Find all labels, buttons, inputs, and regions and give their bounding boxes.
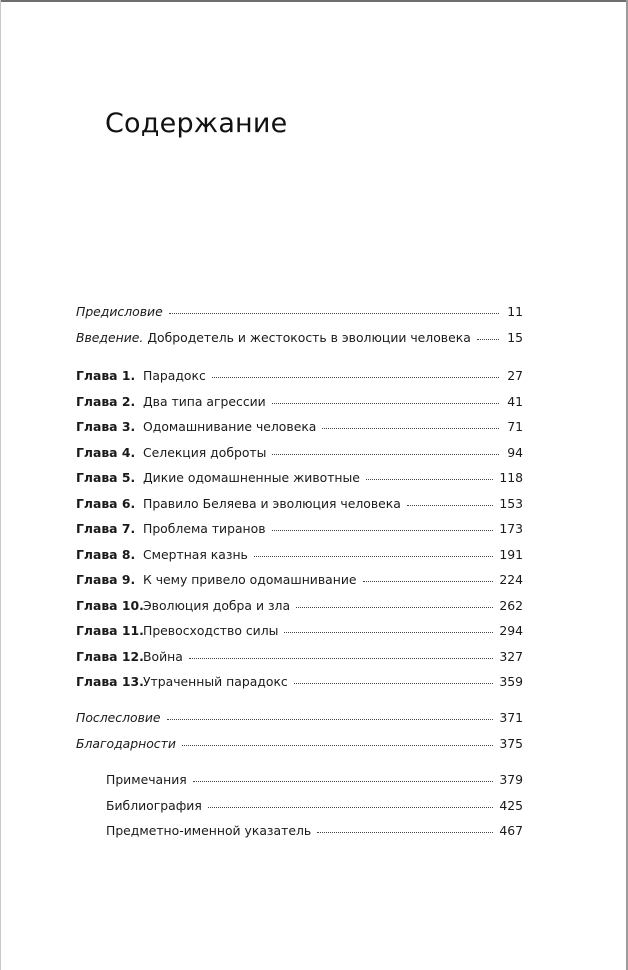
chapter-number: Глава 5. [76,470,136,485]
chapter-number: Глава 11. [76,623,144,638]
dot-leader [169,313,499,314]
toc-entry-label: Предисловие [76,304,163,319]
chapter-number: Глава 3. [76,419,136,434]
chapter-title: Утраченный парадокс [143,674,288,689]
toc-chapter-8[interactable] [76,545,523,565]
toc-chapter-6[interactable] [76,494,523,514]
chapter-number: Глава 10. [76,597,144,613]
toc-entry-prefix: Введение. [76,330,144,345]
toc-entry-label: Добродетель и жестокость в эволюции человека [147,330,471,345]
toc-entry-afterword[interactable] [76,708,523,728]
chapter-number: Глава 2. [76,393,136,409]
chapter-title: Превосходство силы [143,623,279,638]
toc-page-number: 11 [507,304,523,319]
dot-leader [193,781,494,782]
toc-entry-notes[interactable] [106,770,523,790]
dot-leader [284,632,493,633]
toc-page-number: 224 [499,572,523,587]
dot-leader [254,556,493,557]
dot-leader [189,658,494,659]
toc-chapter-11[interactable] [76,621,523,641]
dot-leader [208,807,494,808]
toc-page-number: 41 [507,393,523,409]
chapter-title: Эволюция добра и зла [143,597,291,613]
toc-entry-label: Примечания [106,772,187,787]
toc-page-number: 379 [499,772,523,787]
toc-entry-acknowledgements[interactable] [76,734,523,754]
chapter-title: Два типа агрессии [143,393,266,409]
chapter-number: Глава 4. [76,444,136,460]
chapter-title: Война [143,648,183,664]
chapter-title: К чему привело одомашнивание [143,572,357,587]
chapter-title: Проблема тиранов [143,521,266,536]
chapter-number: Глава 13. [76,674,144,689]
toc-page-number: 375 [499,736,523,751]
toc-page-number: 371 [499,710,523,725]
toc-entry-preface[interactable] [76,302,523,322]
chapter-title: Селекция доброты [143,444,267,460]
dot-leader [294,683,494,684]
chapter-number: Глава 9. [76,572,136,587]
chapter-number: Глава 12. [76,648,144,664]
toc-page-number: 191 [499,546,523,562]
dot-leader [477,339,499,340]
chapter-title: Смертная казнь [143,546,248,562]
toc-chapter-4[interactable] [76,443,523,463]
toc-page-number: 173 [499,521,523,536]
toc-chapter-9[interactable] [76,570,523,590]
toc-entry-bibliography[interactable] [106,796,523,816]
page-frame-left [0,0,1,970]
chapter-title: Парадокс [143,368,206,383]
toc-chapter-13[interactable] [76,672,523,692]
dot-leader [272,403,499,404]
toc-chapter-5[interactable] [76,468,523,488]
chapter-number: Глава 6. [76,495,136,511]
toc-chapter-2[interactable] [76,392,523,412]
toc-page-number: 71 [507,419,523,434]
dot-leader [366,479,493,480]
toc-page-number: 467 [499,823,523,838]
toc-entry-introduction[interactable] [76,328,523,348]
toc-entry-label: Благодарности [76,736,176,751]
toc-page-number: 425 [499,797,523,813]
dot-leader [182,745,493,746]
dot-leader [272,530,494,531]
toc-page-number: 118 [499,470,523,485]
toc-entry-label: Послесловие [76,710,161,725]
toc-entry-label: Предметно-именной указатель [106,823,312,838]
chapter-title: Дикие одомашненные животные [143,470,360,485]
toc-chapter-1[interactable] [76,366,523,386]
dot-leader [363,581,494,582]
dot-leader [272,454,499,455]
toc-page-number: 327 [499,648,523,664]
chapter-title: Одомашнивание человека [143,419,317,434]
toc-page-number: 153 [499,495,523,511]
chapter-title: Правило Беляева и эволюция человека [143,495,401,511]
dot-leader [317,832,493,833]
chapter-number: Глава 1. [76,368,136,383]
toc-page-number: 15 [507,330,523,345]
toc-chapter-10[interactable] [76,596,523,616]
toc-page-number: 27 [507,368,523,383]
dot-leader [407,505,493,506]
toc-page-number: 294 [499,623,523,638]
toc-chapter-3[interactable] [76,417,523,437]
page-title: Содержание [105,108,288,139]
toc-chapter-7[interactable] [76,519,523,539]
toc-page-number: 359 [499,674,523,689]
dot-leader [212,377,499,378]
page-frame-top [0,0,628,2]
dot-leader [322,428,499,429]
chapter-number: Глава 8. [76,546,136,562]
toc-page-number: 94 [507,444,523,460]
toc-entry-label: Библиография [106,797,202,813]
toc-page-number: 262 [499,597,523,613]
dot-leader [167,719,494,720]
dot-leader [296,607,493,608]
chapter-number: Глава 7. [76,521,136,536]
toc-entry-index[interactable] [106,821,523,841]
toc-chapter-12[interactable] [76,647,523,667]
